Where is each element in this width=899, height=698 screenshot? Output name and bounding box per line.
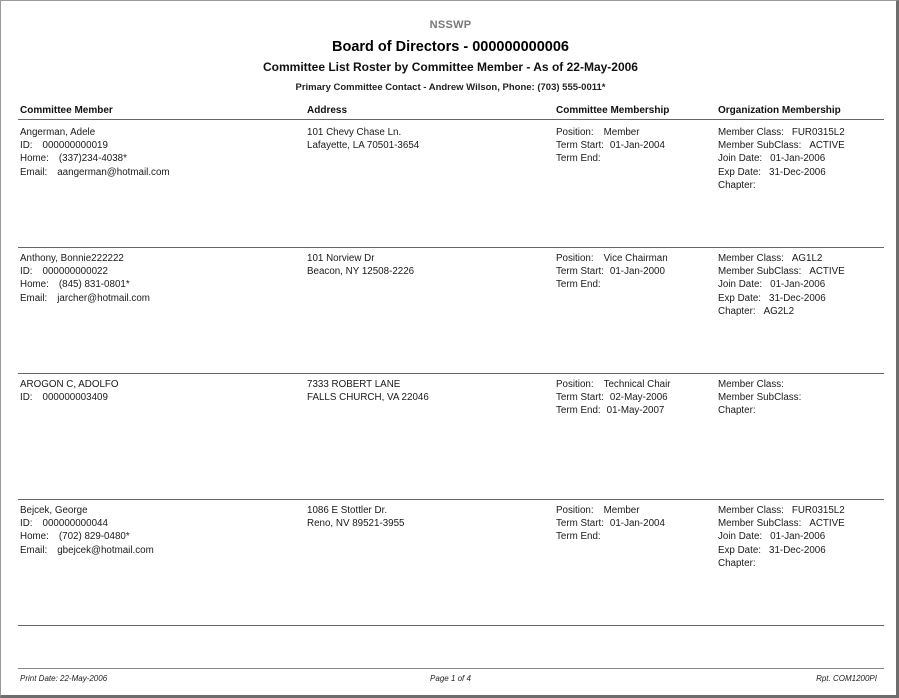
member-name: Bejcek, George [20,505,88,516]
address-line-1: 101 Norview Dr [307,253,375,264]
org-member-subclass [718,139,845,152]
committee-term-start-label: Term Start: [556,266,604,278]
committee-position-value: Vice Chairman [603,253,668,264]
primary-contact: Primary Committee Contact - Andrew Wilson, Phone: (703) 555-0011* [295,82,606,93]
member-home-phone-label: Home: [20,531,49,543]
organization-cell [718,378,809,418]
address-line-1: 101 Chevy Chase Ln. [307,127,402,138]
member-id [20,517,154,530]
member-id-label: ID: [20,266,33,278]
org-exp-date [718,166,845,179]
committee-position [556,378,671,391]
address-line-2: Beacon, NY 12508-2226 [307,266,415,278]
report-id: Rpt. COM1200PI [816,674,877,683]
committee-position [556,252,668,265]
address-line-2: Lafayette, LA 70501-3654 [307,140,420,152]
header-divider [18,119,884,120]
organization-name: NSSWP [429,19,472,31]
footer-divider [18,668,884,669]
member-email-label: Email: [20,544,48,556]
member-id [20,265,150,278]
member-id-label: ID: [20,392,33,404]
organization-cell [718,504,845,570]
member-id-value: 000000003409 [42,392,108,404]
member-cell [20,126,170,179]
org-join-date [718,278,845,291]
report-title: Board of Directors - 000000000006 [332,39,569,55]
member-email [20,544,154,557]
org-member-subclass [718,265,845,278]
org-join-date [718,530,845,543]
org-member-class [718,504,845,517]
org-chapter [718,404,809,417]
member-home-phone [20,530,154,543]
org-chapter-label: Chapter: [718,557,756,569]
committee-term-start-value: 02-May-2006 [609,392,668,404]
member-email-value: aangerman@hotmail.com [57,166,170,178]
org-exp-date-value: 31-Dec-2006 [769,166,826,178]
committee-term-start-value: 01-Jan-2000 [609,266,665,278]
address-cell [307,126,419,152]
org-chapter [718,305,845,318]
member-id-label: ID: [20,518,33,530]
org-exp-date-value: 31-Dec-2006 [769,544,826,556]
address-line-2: Reno, NV 89521-3955 [307,518,405,530]
member-home-phone-value: (337)234-4038* [58,153,127,165]
org-member-class-label: Member Class: [718,127,784,138]
record-divider [18,373,884,374]
org-member-subclass-value: ACTIVE [809,140,845,152]
committee-position-label: Position: [556,127,594,138]
member-cell [20,378,119,404]
report-subtitle: Committee List Roster by Committee Member - As of 22-May-2006 [263,60,638,74]
committee-term-end [556,530,665,543]
org-exp-date-label: Exp Date: [718,544,762,556]
org-member-class-label: Member Class: [718,379,784,390]
committee-cell [556,252,668,292]
member-cell [20,252,150,305]
org-member-subclass-label: Member SubClass: [718,266,802,278]
org-member-subclass [718,391,809,404]
column-header-address: Address [307,105,348,116]
address-cell [307,378,429,404]
committee-position-label: Position: [556,505,594,516]
committee-position-value: Member [603,127,640,138]
member-id [20,139,170,152]
member-email-value: jarcher@hotmail.com [57,292,150,304]
organization-cell [718,126,845,192]
org-chapter-value: AG2L2 [763,305,795,317]
org-member-subclass-value: ACTIVE [809,518,845,530]
member-home-phone-label: Home: [20,153,49,165]
committee-position-value: Member [603,505,640,516]
org-member-subclass-label: Member SubClass: [718,392,802,404]
committee-term-end-label: Term End: [556,531,601,543]
committee-position-label: Position: [556,379,594,390]
committee-term-start-label: Term Start: [556,392,604,404]
member-id-label: ID: [20,140,33,152]
org-join-date [718,152,845,165]
member-home-phone [20,152,170,165]
member-home-phone-value: (702) 829-0480* [58,531,130,543]
committee-term-end-label: Term End: [556,405,601,417]
record-divider [18,499,884,500]
committee-term-end-label: Term End: [556,279,601,291]
address-cell [307,504,405,530]
column-header-committee: Committee Membership [556,105,670,116]
member-email [20,292,150,305]
column-header-organization: Organization Membership [718,105,841,116]
committee-term-start [556,517,665,530]
org-member-subclass-label: Member SubClass: [718,140,802,152]
member-email-label: Email: [20,292,48,304]
org-join-date-value: 01-Jan-2006 [770,531,826,543]
committee-cell [556,126,665,166]
org-member-subclass-value: ACTIVE [809,266,845,278]
org-member-class [718,252,845,265]
org-member-class-value: FUR0315L2 [791,505,845,516]
committee-term-end-label: Term End: [556,153,601,165]
member-cell [20,504,154,557]
committee-term-start-value: 01-Jan-2004 [609,140,665,152]
address-line-1: 7333 ROBERT LANE [307,379,401,390]
member-home-phone [20,278,150,291]
org-member-subclass-label: Member SubClass: [718,518,802,530]
member-name: AROGON C, ADOLFO [20,379,119,390]
org-exp-date [718,544,845,557]
org-chapter-label: Chapter: [718,305,756,317]
committee-position-value: Technical Chair [603,379,671,390]
org-exp-date-label: Exp Date: [718,166,762,178]
member-email [20,166,170,179]
committee-term-end [556,404,671,417]
org-exp-date-value: 31-Dec-2006 [769,292,826,304]
record-divider [18,625,884,626]
org-exp-date-label: Exp Date: [718,292,762,304]
committee-term-end [556,278,668,291]
member-email-value: gbejcek@hotmail.com [57,544,154,556]
address-cell [307,252,414,278]
org-member-class-label: Member Class: [718,505,784,516]
committee-term-start [556,265,668,278]
org-chapter-label: Chapter: [718,179,756,191]
committee-term-start-label: Term Start: [556,518,604,530]
org-join-date-value: 01-Jan-2006 [770,279,826,291]
org-chapter-label: Chapter: [718,405,756,417]
org-join-date-label: Join Date: [718,153,763,165]
org-join-date-label: Join Date: [718,279,763,291]
member-home-phone-value: (845) 831-0801* [58,279,130,291]
org-member-subclass [718,517,845,530]
organization-cell [718,252,845,318]
member-id-value: 000000000019 [42,140,108,152]
org-chapter [718,557,845,570]
member-id-value: 000000000022 [42,266,108,278]
org-member-class-value: AG1L2 [791,253,823,264]
committee-position [556,504,665,517]
member-id-value: 000000000044 [42,518,108,530]
committee-position-label: Position: [556,253,594,264]
org-exp-date [718,292,845,305]
address-line-2: FALLS CHURCH, VA 22046 [307,392,429,404]
page-number: Page 1 of 4 [430,674,471,683]
committee-cell [556,504,665,544]
committee-term-start-label: Term Start: [556,140,604,152]
committee-cell [556,378,671,418]
org-member-class [718,126,845,139]
committee-position [556,126,665,139]
committee-term-start [556,139,665,152]
column-header-member: Committee Member [20,105,113,116]
org-member-class-label: Member Class: [718,253,784,264]
member-name: Angerman, Adele [20,127,96,138]
org-member-class [718,378,809,391]
committee-term-end [556,152,665,165]
member-email-label: Email: [20,166,48,178]
member-home-phone-label: Home: [20,279,49,291]
record-divider [18,247,884,248]
committee-term-end-value: 01-May-2007 [606,405,665,417]
print-date: Print Date: 22-May-2006 [20,674,108,683]
committee-term-start [556,391,671,404]
address-line-1: 1086 E Stottler Dr. [307,505,388,516]
org-member-class-value: FUR0315L2 [791,127,845,138]
org-join-date-label: Join Date: [718,531,763,543]
member-name: Anthony, Bonnie222222 [20,253,124,264]
org-join-date-value: 01-Jan-2006 [770,153,826,165]
committee-term-start-value: 01-Jan-2004 [609,518,665,530]
member-id [20,391,119,404]
org-chapter [718,179,845,192]
